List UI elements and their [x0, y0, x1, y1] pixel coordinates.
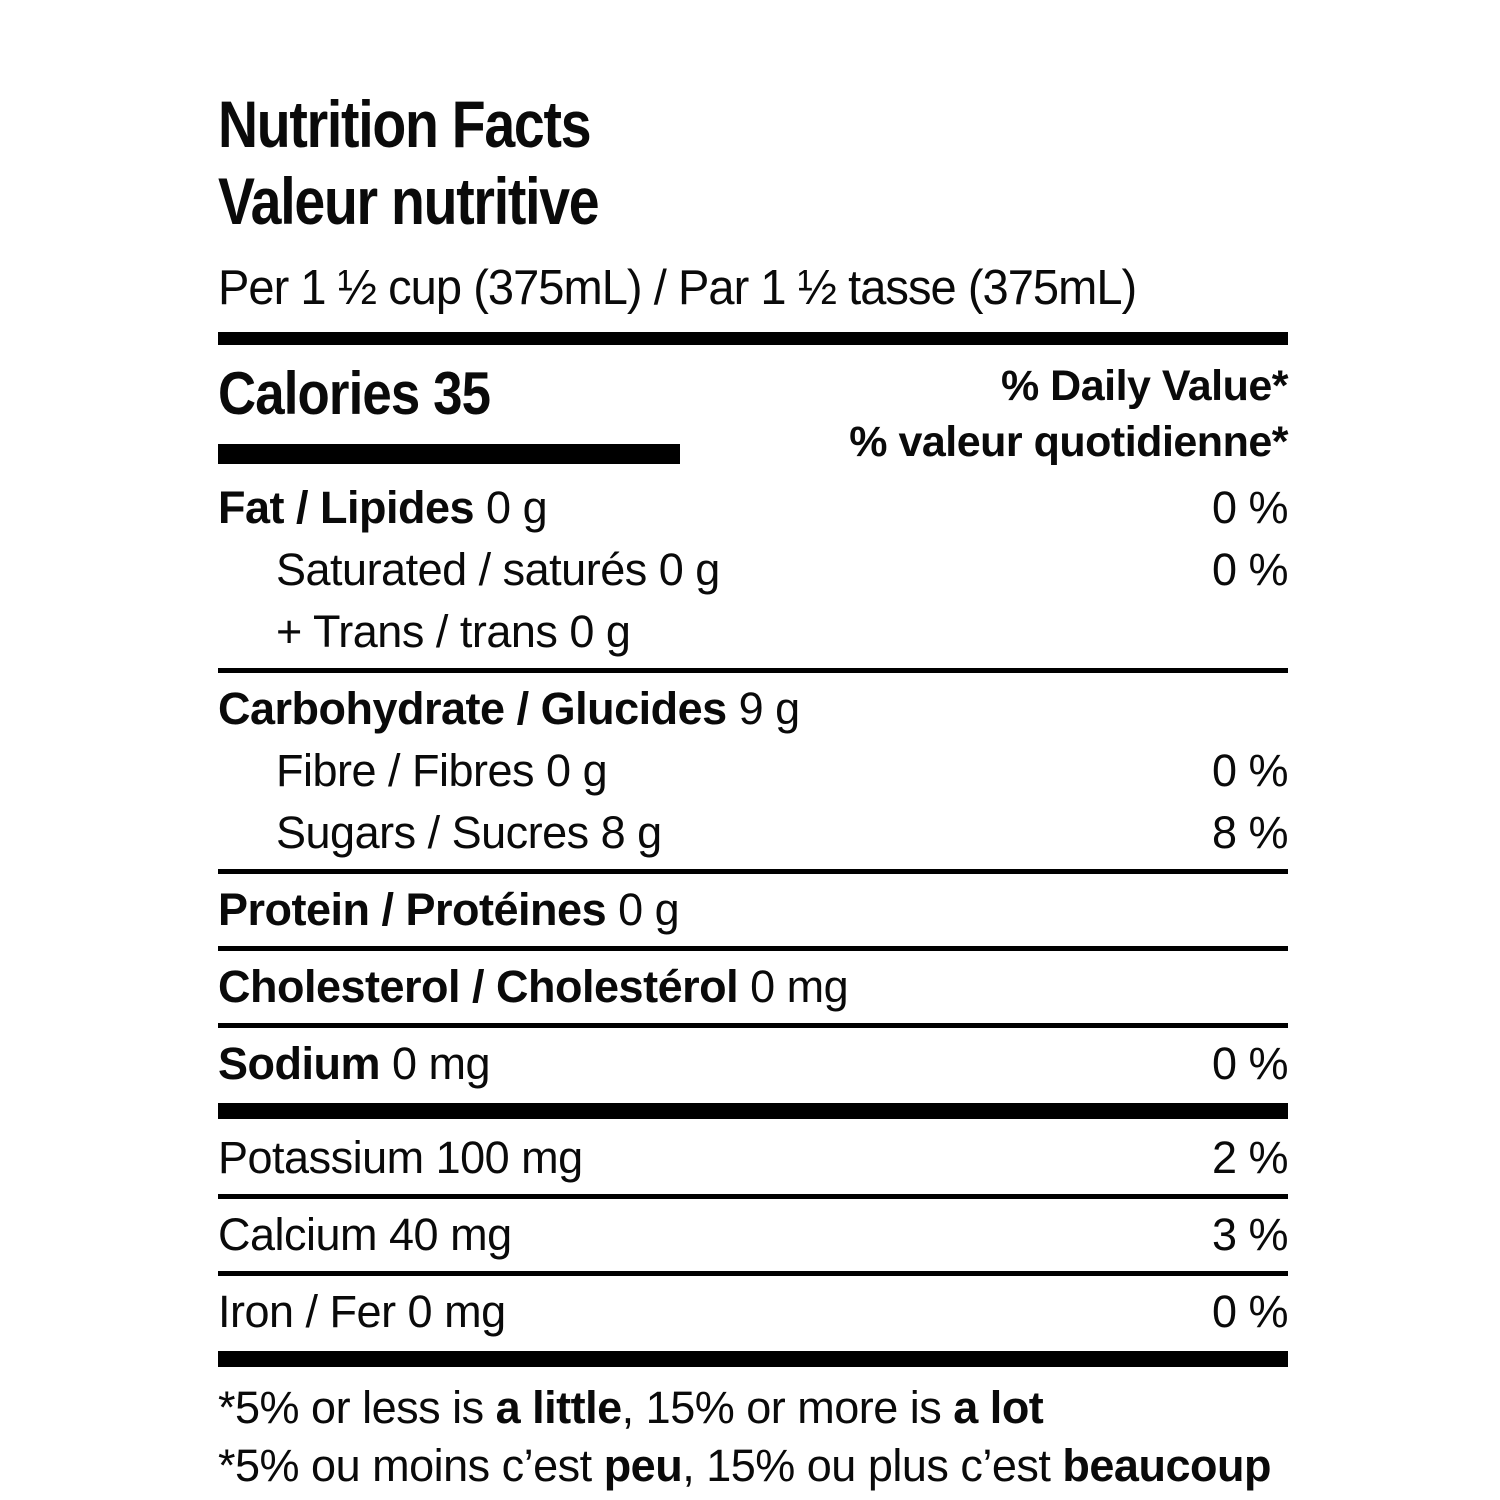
row-saturated-label	[276, 544, 720, 596]
row-sugars-label	[276, 807, 662, 859]
divider-after-potassium	[218, 1194, 1288, 1199]
row-saturated-amount: Saturated / saturés 0 g	[276, 544, 720, 596]
row-fibre-percent: 0 %	[1211, 745, 1288, 797]
calories-block	[218, 359, 680, 471]
footnote-fr-bold-2: beaucoup	[1062, 1439, 1271, 1491]
calories-value: Calories 35	[218, 360, 491, 428]
row-fat	[218, 477, 1288, 539]
divider-after-carbohydrate	[218, 869, 1288, 874]
footnote-en-text-1: *5% or less is	[218, 1382, 496, 1434]
footnote-en-text-2: , 15% or more is	[621, 1382, 954, 1434]
nutrition-facts-label	[218, 86, 1288, 1494]
row-iron-amount: Iron / Fer 0 mg	[218, 1286, 506, 1338]
row-fat-label	[218, 482, 547, 534]
row-saturated-percent: 0 %	[1211, 544, 1288, 596]
row-calcium-percent: 3 %	[1211, 1209, 1288, 1261]
row-iron	[218, 1281, 1288, 1343]
row-potassium	[218, 1127, 1288, 1189]
divider-after-calcium	[218, 1271, 1288, 1276]
divider-bottom-thick	[218, 1351, 1288, 1367]
row-carbohydrate-name: Carbohydrate / Glucides	[218, 683, 739, 735]
row-sodium-amount: 0 mg	[392, 1038, 491, 1090]
row-protein-name: Protein / Protéines	[218, 884, 619, 936]
row-cholesterol-label	[218, 961, 848, 1013]
title-french: Valeur nutritive	[218, 164, 599, 239]
calories-section	[218, 359, 1288, 471]
row-potassium-percent: 2 %	[1211, 1132, 1288, 1184]
row-fibre-amount: Fibre / Fibres 0 g	[276, 745, 608, 797]
row-trans-label	[276, 606, 630, 658]
row-cholesterol	[218, 956, 1288, 1018]
divider-after-sodium-thick	[218, 1103, 1288, 1119]
divider-top-thick	[218, 332, 1288, 345]
row-calcium	[218, 1204, 1288, 1266]
footnote-en-bold-2: a lot	[953, 1382, 1044, 1434]
serving-size: Per 1 ½ cup (375mL) / Par 1 ½ tasse (375mL)	[218, 261, 1137, 316]
row-sugars-percent: 8 %	[1211, 807, 1288, 859]
divider-after-fat	[218, 668, 1288, 673]
row-protein-amount: 0 g	[618, 884, 680, 936]
daily-value-header	[849, 359, 1288, 471]
row-protein	[218, 879, 1288, 941]
row-saturated	[218, 539, 1288, 601]
row-sodium-percent: 0 %	[1211, 1038, 1288, 1090]
footnote-fr-bold-1: peu	[603, 1439, 683, 1491]
row-fibre-label	[276, 745, 607, 797]
row-fat-percent: 0 %	[1211, 482, 1288, 534]
footnotes	[218, 1379, 1288, 1494]
footnote-fr-text-1: *5% ou moins c’est	[218, 1439, 604, 1491]
row-iron-label	[218, 1286, 506, 1338]
row-sodium-label	[218, 1038, 490, 1090]
row-potassium-label	[218, 1132, 583, 1184]
row-carbohydrate-amount: 9 g	[738, 683, 800, 735]
calories-underline-bar	[218, 444, 680, 464]
footnote-fr-text-2: , 15% ou plus c’est	[682, 1439, 1063, 1491]
daily-value-header-fr: % valeur quotidienne*	[849, 418, 1288, 467]
nutrient-rows	[218, 477, 1288, 1367]
row-trans	[218, 601, 1288, 663]
row-fat-amount: 0 g	[486, 482, 548, 534]
row-sodium	[218, 1033, 1288, 1095]
divider-after-cholesterol	[218, 1023, 1288, 1028]
row-potassium-amount: Potassium 100 mg	[218, 1132, 583, 1184]
footnote-english	[218, 1379, 1288, 1437]
row-sodium-name: Sodium	[218, 1038, 392, 1090]
row-carbohydrate-label	[218, 683, 800, 735]
row-protein-label	[218, 884, 679, 936]
row-fat-name: Fat / Lipides	[218, 482, 487, 534]
row-sugars	[218, 802, 1288, 864]
row-iron-percent: 0 %	[1211, 1286, 1288, 1338]
title-english: Nutrition Facts	[218, 87, 591, 161]
footnote-en-bold-1: a little	[495, 1382, 622, 1434]
daily-value-header-en: % Daily Value*	[1001, 362, 1288, 411]
divider-after-protein	[218, 946, 1288, 951]
row-sugars-amount: Sugars / Sucres 8 g	[276, 807, 662, 859]
row-trans-amount: + Trans / trans 0 g	[276, 606, 631, 658]
row-calcium-label	[218, 1209, 512, 1261]
row-cholesterol-amount: 0 mg	[750, 961, 849, 1013]
row-fibre	[218, 740, 1288, 802]
row-cholesterol-name: Cholesterol / Cholestérol	[218, 961, 751, 1013]
row-carbohydrate	[218, 678, 1288, 740]
footnote-french	[218, 1437, 1288, 1495]
row-calcium-amount: Calcium 40 mg	[218, 1209, 512, 1261]
